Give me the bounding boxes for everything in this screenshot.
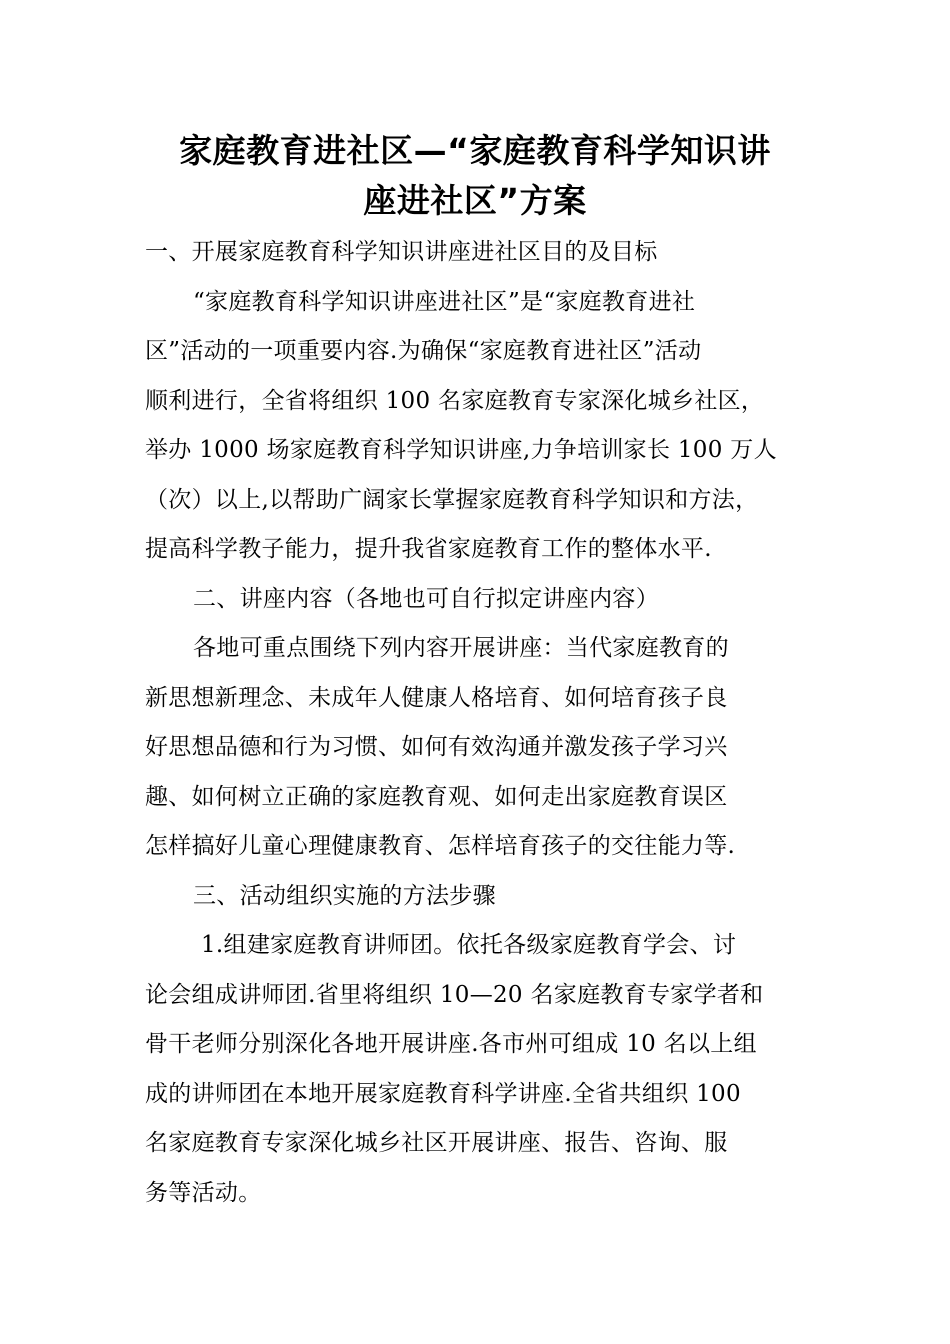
section-1-line: 顺利进行，全省将组织 100 名家庭教育专家深化城乡社区， (145, 387, 765, 414)
section-3-line: 1.组建家庭教育讲师团。依托各级家庭教育学会、讨 (201, 932, 737, 958)
section-2-heading: 二、讲座内容（各地也可自行拟定讲座内容） (193, 585, 659, 612)
section-1-line: （次）以上,以帮助广阔家长掌握家庭教育科学知识和方法， (145, 486, 759, 513)
section-2-line: 趣、如何树立正确的家庭教育观、如何走出家庭教育误区 (145, 783, 728, 810)
section-1-line: “家庭教育科学知识讲座进社区”是“家庭教育进社 (193, 288, 696, 315)
title-line-2: 座进社区”方案 (363, 181, 587, 220)
section-1-heading: 一、开展家庭教育科学知识讲座进社区目的及目标 (145, 239, 658, 265)
section-3-line: 名家庭教育专家深化城乡社区开展讲座、报告、咨询、服 (145, 1130, 728, 1156)
section-2-line: 各地可重点围绕下列内容开展讲座：当代家庭教育的 (193, 635, 729, 661)
title-line-1: 家庭教育进社区—“家庭教育科学知识讲 (179, 131, 771, 170)
section-2-line: 好思想品德和行为习惯、如何有效沟通并激发孩子学习兴 (145, 734, 728, 760)
section-1-line: 举办 1000 场家庭教育科学知识讲座,力争培训家长 100 万人 (145, 437, 777, 463)
section-3-line: 论会组成讲师团.省里将组织 10—20 名家庭教育专家学者和 (145, 981, 764, 1008)
document-title (120, 126, 830, 226)
document-body (145, 228, 825, 1218)
section-3-line: 骨干老师分别深化各地开展讲座.各市州可组成 10 名以上组 (145, 1031, 757, 1057)
section-1-line: 提高科学教子能力，提升我省家庭教育工作的整体水平. (145, 536, 712, 562)
section-3-heading: 三、活动组织实施的方法步骤 (193, 882, 496, 909)
section-3-line: 成的讲师团在本地开展家庭教育科学讲座.全省共组织 100 (145, 1080, 741, 1107)
section-2-line: 新思想新理念、未成年人健康人格培育、如何培育孩子良 (145, 684, 728, 711)
section-1-line: 区”活动的一项重要内容.为确保“家庭教育进社区”活动 (145, 338, 702, 364)
section-2-line: 怎样搞好儿童心理健康教育、怎样培育孩子的交往能力等. (145, 833, 736, 859)
section-3-line: 务等活动。 (145, 1179, 262, 1206)
